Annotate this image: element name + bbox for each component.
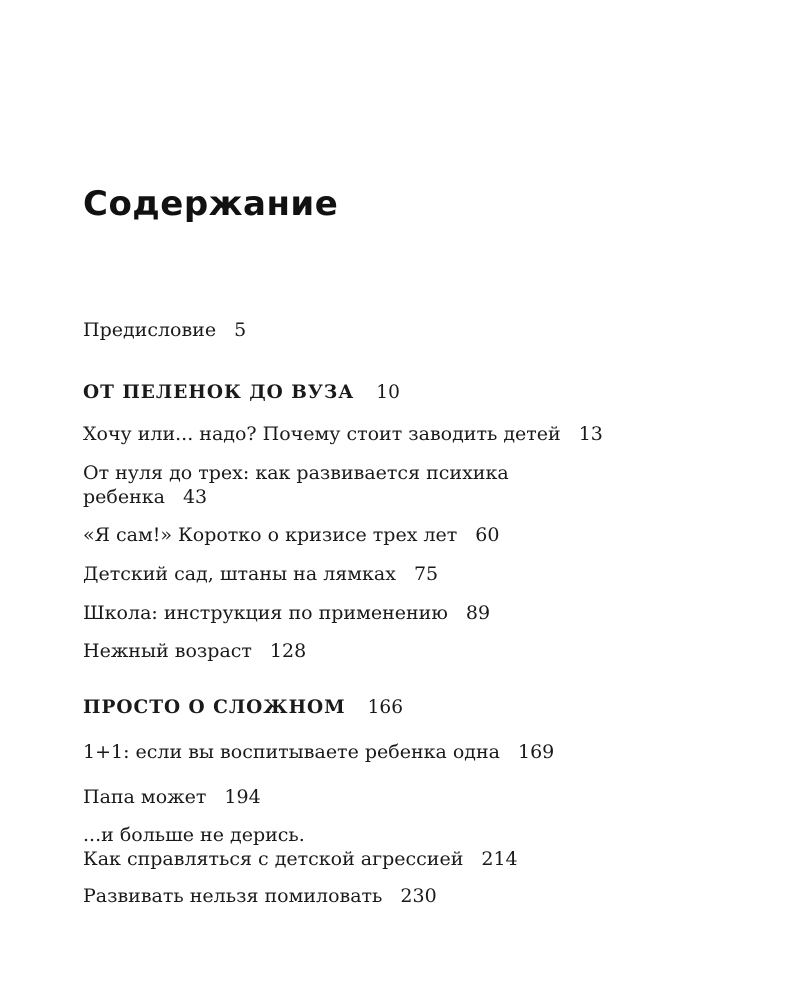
page-title: Содержание: [83, 184, 339, 224]
toc-entry-label-line-2: Как справляться с детской агрессией: [83, 848, 464, 870]
toc-page-number: 5: [234, 319, 247, 341]
toc-entry[interactable]: [83, 639, 306, 663]
toc-page-number: 43: [182, 486, 208, 508]
toc-page-number: 89: [465, 602, 491, 624]
toc-entry[interactable]: [83, 562, 438, 586]
toc-entry-label-line-1: От нуля до трех: как развивается психика: [83, 462, 509, 484]
toc-page-number: 60: [475, 524, 500, 546]
toc-page-number: 194: [224, 786, 261, 808]
toc-page-number: 128: [269, 640, 307, 662]
toc-entry-label: Хочу или... надо? Почему стоит заводить детей: [83, 423, 561, 445]
toc-entry[interactable]: [83, 740, 554, 764]
toc-entry[interactable]: [83, 601, 490, 625]
toc-entry-label: «Я сам!» Коротко о кризисе трех лет: [83, 524, 458, 546]
toc-entry-label-line-2: ребенка: [83, 486, 165, 508]
toc-entry[interactable]: [83, 785, 261, 809]
toc-page-number: 230: [400, 885, 437, 907]
toc-page-number: 13: [578, 423, 603, 445]
toc-page-number: 75: [413, 563, 439, 585]
toc-entry-label: Развивать нельзя помиловать: [83, 885, 383, 907]
toc-entry-label: Папа может: [83, 786, 207, 808]
toc-page-number: 10: [376, 382, 400, 403]
toc-entry[interactable]: [83, 823, 518, 871]
toc-section-label: ПРОСТО О СЛОЖНОМ: [83, 697, 346, 718]
toc-page-number: 166: [367, 697, 403, 718]
toc-page-number: 214: [481, 848, 518, 870]
toc-section-label: ОТ ПЕЛЕНОК ДО ВУЗА: [83, 382, 355, 403]
toc-entry-label: Школа: инструкция по применению: [83, 602, 448, 624]
toc-entry[interactable]: [83, 884, 437, 908]
toc-entry-preface[interactable]: [83, 318, 246, 342]
toc-section-2[interactable]: [83, 696, 403, 720]
toc-entry[interactable]: [83, 523, 499, 547]
toc-page-number: 169: [517, 741, 555, 763]
toc-section-1[interactable]: [83, 381, 400, 405]
toc-entry[interactable]: [83, 422, 603, 446]
toc-entry-label: 1+1: если вы воспитываете ребенка одна: [83, 741, 500, 763]
toc-entry-label: Предисловие: [83, 319, 217, 341]
toc-entry-label-line-1: ...и больше не дерись.: [83, 824, 305, 846]
toc-entry[interactable]: [83, 461, 509, 509]
toc-entry-label: Детский сад, штаны на лямках: [83, 563, 396, 585]
toc-entry-label: Нежный возраст: [83, 640, 252, 662]
